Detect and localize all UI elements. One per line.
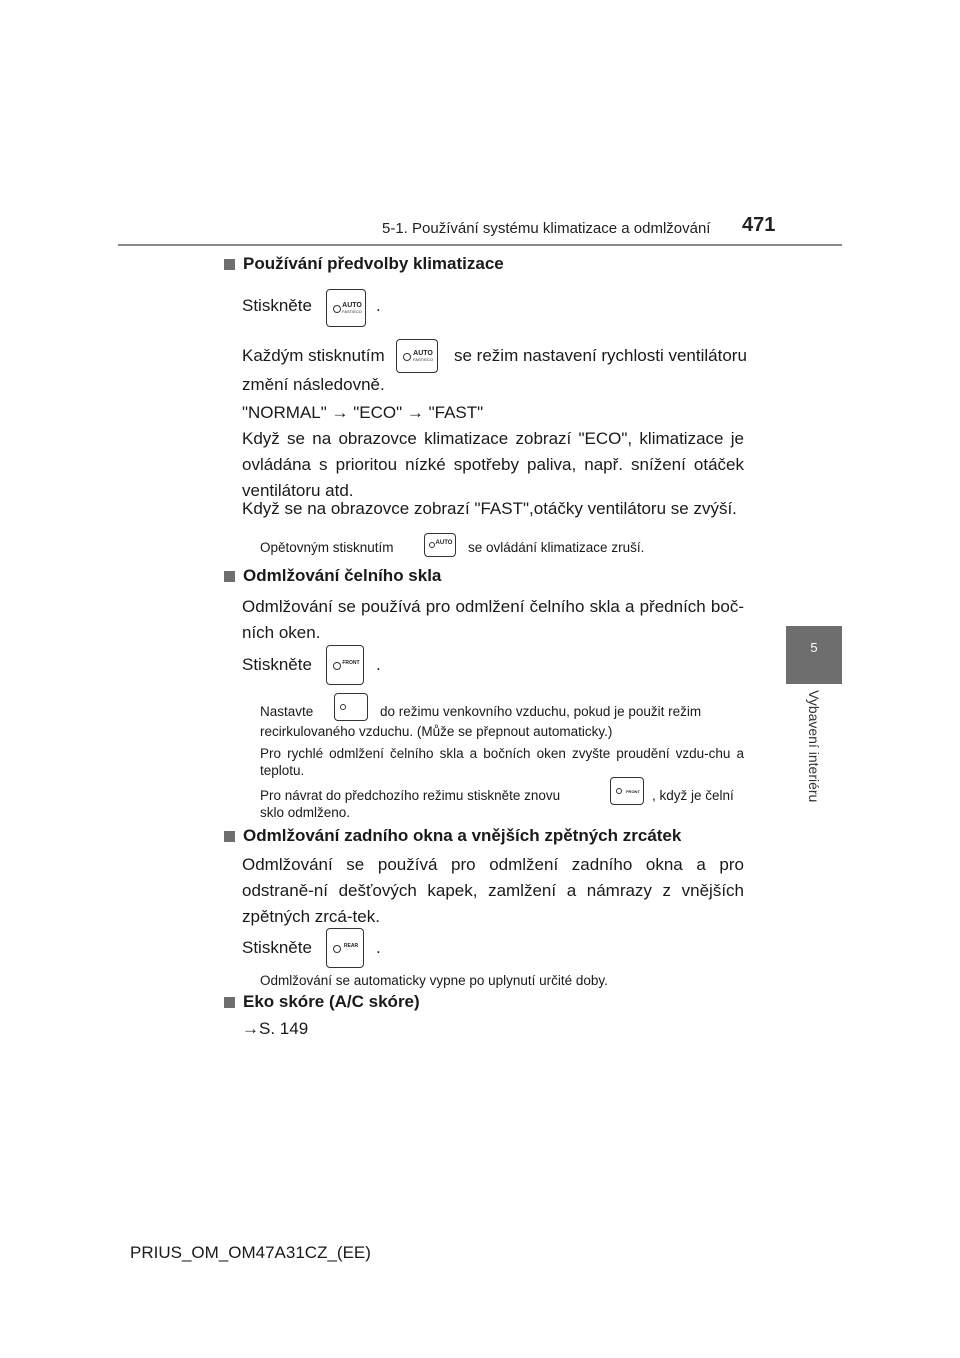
- press-line: Stiskněte: [242, 938, 312, 957]
- press-line: Stiskněte: [242, 655, 312, 674]
- press-text: Stiskněte: [242, 296, 312, 315]
- press-line: [242, 296, 312, 316]
- rear-defroster-button-icon: REAR: [326, 928, 364, 968]
- note-text: Nastavte: [260, 704, 314, 719]
- note-text: do režimu venkovního vzduchu, pokud je použit režim: [380, 704, 702, 719]
- front-defroster-button-icon: FRONT: [610, 777, 644, 805]
- each-line: Každým stisknutím: [242, 346, 385, 365]
- heading-text: Používání předvolby klimatizace: [243, 254, 504, 273]
- paragraph: Když se na obrazovce klimatizace zobrazí "ECO", klimatizace je ovládána s prioritou nízké spotřeby paliva, např. snížení otáček ventilátoru atd.: [242, 429, 744, 500]
- heading-text: Eko skóre (A/C skóre): [243, 992, 420, 1011]
- heading-text: Odmlžování čelního skla: [243, 566, 442, 585]
- each-suffix: se režim nastavení rychlosti ventilátoru: [454, 346, 747, 365]
- note-text: , když je čelní: [652, 788, 734, 803]
- section-title: 5-1. Používání systému klimatizace a odmlžování: [382, 220, 711, 237]
- note-text: se ovládání klimatizace zruší.: [468, 540, 645, 555]
- note-text: Pro návrat do předchozího režimu stiskněte znovu: [260, 788, 561, 803]
- square-bullet-icon: [224, 997, 235, 1008]
- press-suffix: .: [376, 938, 381, 957]
- chapter-number: 5: [810, 640, 818, 655]
- section-heading: [224, 566, 441, 586]
- section-heading: [224, 826, 681, 846]
- note-text: Opětovným stisknutím: [260, 540, 394, 555]
- paragraph: změní následovně.: [242, 375, 385, 394]
- page-reference-link[interactable]: →S. 149: [242, 1019, 309, 1038]
- page-number: 471: [742, 214, 776, 236]
- chapter-tab: [786, 626, 842, 684]
- square-bullet-icon: [224, 259, 235, 270]
- note-text: Odmlžování se automaticky vypne po uplynutí určité doby.: [260, 973, 608, 988]
- note-text: Pro rychlé odmlžení čelního skla a bočních oken zvyšte proudění vzdu-chu a teplotu.: [260, 746, 744, 778]
- note-text: recirkulovaného vzduchu. (Může se přepnout automaticky.): [260, 724, 613, 739]
- paragraph: Odmlžování se používá pro odmlžení zadního okna a pro odstraně-ní dešťových kapek, zamlžení a námrazy z vnějších zpětných zrcá-tek.: [242, 855, 744, 926]
- chapter-label-text: Vybavení interiéru: [806, 690, 822, 803]
- auto-button-icon: AUTO FAST/ECO: [396, 339, 438, 373]
- note-text: sklo odmlženo.: [260, 805, 351, 820]
- press-suffix: .: [376, 655, 381, 674]
- paragraph: Když se na obrazovce zobrazí "FAST",otáčky ventilátoru se zvýší.: [242, 499, 737, 518]
- heading-text: Odmlžování zadního okna a vnějších zpětných zrcátek: [243, 826, 682, 845]
- air-intake-button-icon: [334, 693, 368, 721]
- square-bullet-icon: [224, 831, 235, 842]
- document-code: PRIUS_OM_OM47A31CZ_(EE): [130, 1243, 371, 1262]
- square-bullet-icon: [224, 571, 235, 582]
- front-defroster-button-icon: FRONT: [326, 645, 364, 685]
- auto-button-icon: AUTO FAST/ECO: [326, 289, 366, 327]
- section-heading: [224, 992, 420, 1012]
- auto-button-icon: AUTO: [424, 533, 456, 557]
- mode-sequence: "NORMAL" → "ECO" → "FAST": [242, 403, 484, 422]
- chapter-label: [786, 690, 842, 840]
- header-divider: [118, 244, 842, 246]
- paragraph: Odmlžování se používá pro odmlžení čelního skla a předních boč-ních oken.: [242, 597, 744, 642]
- section-heading: [224, 254, 504, 274]
- press-suffix: .: [376, 296, 381, 315]
